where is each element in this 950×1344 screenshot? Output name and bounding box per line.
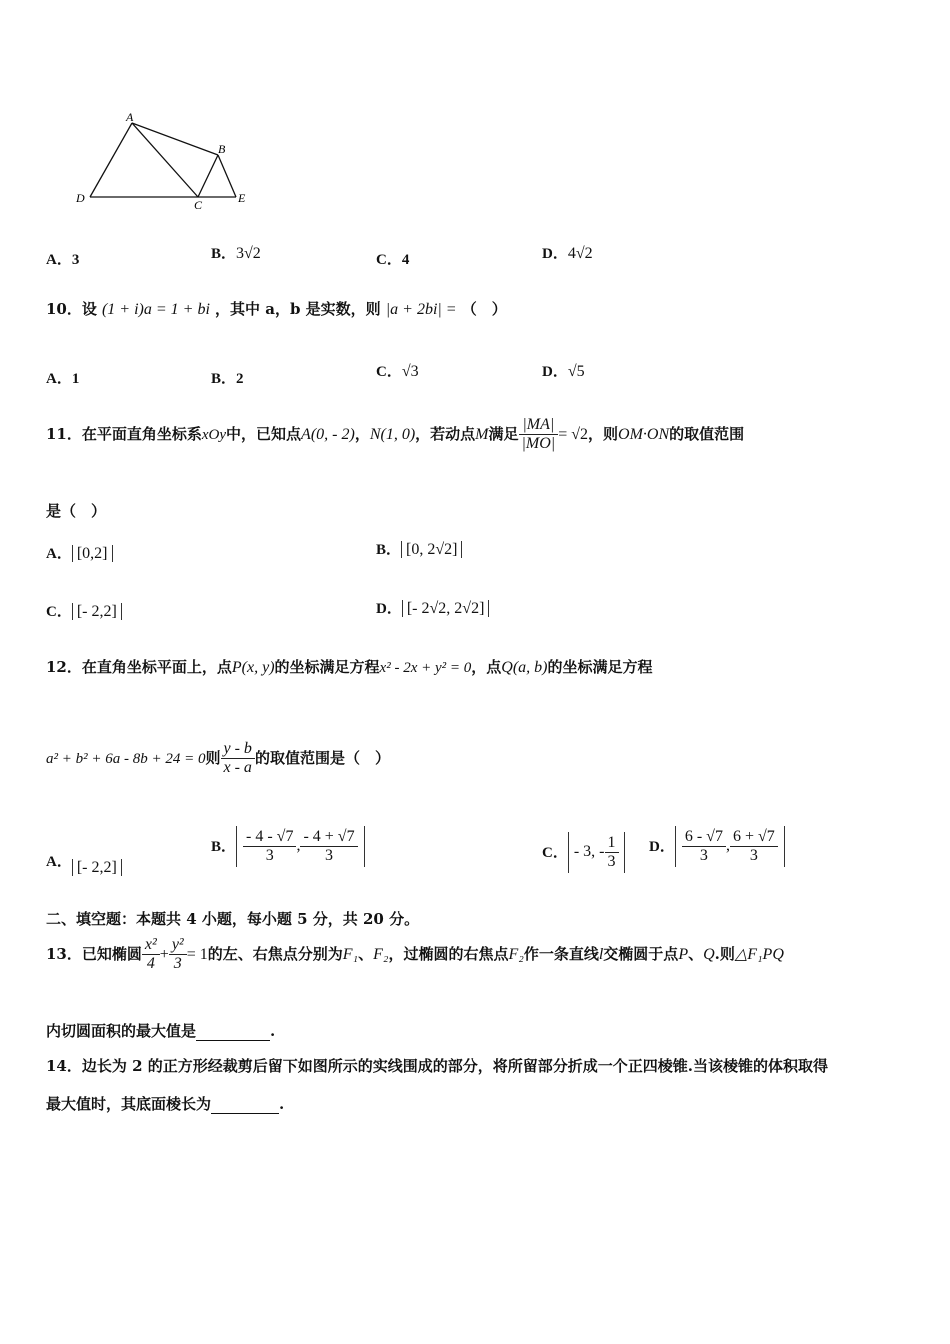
fraction-denominator: 3 (325, 847, 334, 864)
option-label: C． (542, 845, 568, 861)
option-label: D． (542, 364, 568, 380)
text: 、 (688, 945, 704, 963)
q11-option-c (46, 600, 122, 621)
ratio-value: = √2 (558, 426, 589, 443)
fraction-numerator: - 4 - √7 (243, 828, 296, 847)
option-label: B． (376, 542, 402, 558)
q10-expr1: (1 + i)a = 1 + bi (101, 301, 210, 318)
option-value: [- 2√2, 2√2] (402, 600, 490, 617)
text: ， (354, 425, 370, 443)
ratio-fraction (519, 416, 559, 453)
q10-option-d (542, 360, 585, 381)
point-label-e: E (238, 191, 246, 205)
text: 、 (358, 945, 374, 963)
text: 满足 (488, 425, 519, 443)
text: .则 (714, 945, 735, 963)
option-label: B． (211, 371, 237, 387)
q11-coordinate-system: xOy (201, 427, 227, 443)
fraction-denominator: 3 (749, 847, 758, 864)
point-p: P(x, y) (231, 659, 275, 676)
focus-f2: F₂ (373, 946, 389, 963)
option-value: 2 (236, 371, 244, 387)
q11-number: 11．在平面直角坐标系 (46, 425, 202, 443)
section-heading: 二、填空题：本题共 4 小题，每小题 5 分，共 20 分。 (46, 910, 420, 928)
text: 最大值时，其底面棱长为 (46, 1095, 212, 1113)
option-label: C． (46, 604, 72, 620)
fraction-denominator: 3 (265, 847, 274, 864)
option-label: D． (649, 839, 675, 855)
q11-stem-line2: 是（ ） (46, 502, 107, 520)
focus-f1: F₁ (342, 946, 359, 963)
fraction-denominator: 3 (607, 853, 616, 870)
option-value: [0,2] (72, 545, 113, 562)
ellipse-rhs: = 1 (186, 946, 208, 963)
equation-2: a² + b² + 6a - 8b + 24 = 0 (46, 751, 206, 767)
q10-option-b (211, 367, 244, 388)
option-value: 3 (71, 252, 80, 268)
text: 则 (205, 749, 221, 767)
slope-fraction (221, 740, 255, 777)
option-value: 3√2 (236, 245, 261, 262)
ellipse-y-term (169, 936, 187, 973)
q12-stem-line2 (46, 740, 390, 777)
text: . (270, 1022, 276, 1040)
option-label: C． (376, 252, 402, 268)
text: ，若动点 (415, 425, 476, 443)
text: 的坐标满足方程 (547, 658, 653, 676)
option-label: A． (46, 546, 72, 562)
text: ，点 (471, 658, 502, 676)
option-value: 4 (401, 252, 410, 268)
q13-stem-line2 (46, 1020, 275, 1041)
option-value: [- 2,2] (72, 603, 122, 620)
text: 内切圆面积的最大值是 (46, 1022, 197, 1040)
option-value: 4√2 (567, 245, 593, 262)
option-value: √5 (567, 363, 585, 380)
ellipse-x-term (142, 936, 160, 973)
q11-option-a (46, 542, 113, 563)
fraction-numerator: 1 (605, 834, 619, 853)
fraction-numerator: |MA| (519, 416, 559, 435)
option-value (568, 832, 625, 873)
option-label: A． (46, 371, 72, 387)
q11-option-b (376, 538, 462, 559)
text: 中，已知点 (226, 425, 302, 443)
option-value: $\frac{- 4 - √7}{3}$ , $\frac{- 4 + √7}{3}$ (236, 826, 365, 867)
line-l: l (598, 946, 604, 963)
text: ，过椭圆的右焦点 (388, 945, 509, 963)
text: 的取值范围是（ ） (254, 749, 390, 767)
q10-expr2: |a + 2bi| = (385, 301, 457, 318)
point-a: A(0, - 2) (301, 426, 355, 443)
q10-mid: ，其中 a，b 是实数，则 (215, 300, 381, 318)
equation-1: x² - 2x + y² = 0 (379, 660, 472, 676)
option-label: B． (211, 246, 237, 262)
text: 的坐标满足方程 (274, 658, 380, 676)
q10-end: （ ） (461, 300, 507, 318)
fraction-numerator: 6 - √7 (682, 828, 726, 847)
q12-option-a (46, 850, 122, 876)
dot-product: OM·ON (618, 426, 670, 443)
answer-blank[interactable] (196, 1021, 270, 1041)
q14-stem-line1: 14．边长为 2 的正方形经裁剪后留下如图所示的实线围成的部分，将所留部分折成一个正四棱锥.当该棱锥的体积取得 (46, 1057, 828, 1075)
q10-number: 10．设 (46, 300, 97, 318)
q9-option-d (542, 242, 593, 263)
triangle: △F₁PQ (734, 946, 784, 963)
fraction-denominator: x - a (223, 759, 252, 776)
fraction-numerator: 6 + √7 (730, 828, 778, 847)
option-label: A． (46, 854, 72, 870)
option-label: C． (376, 364, 402, 380)
q13-number: 13．已知椭圆 (46, 945, 142, 963)
q12-option-c (542, 832, 625, 873)
answer-blank[interactable] (211, 1094, 279, 1114)
fraction-numerator: - 4 + √7 (300, 828, 357, 847)
point-label-a: A (126, 110, 134, 124)
q9-option-a (46, 248, 79, 269)
q10-option-c (376, 360, 419, 381)
q13-stem: 13．已知椭圆 $\frac{\text{x²}}{4}$ + $\frac{\text{y²}}{3}$ = 1的左、右焦点分别为F₁、F₂，过椭圆的右焦点F₂作一条直线l交椭圆于点P、Q.则△F₁PQ (46, 936, 784, 972)
option-label: D． (542, 246, 568, 262)
text: 的取值范围 (669, 425, 745, 443)
option-label: D． (376, 601, 402, 617)
text: 交椭圆于点 (603, 945, 679, 963)
point-p: P (678, 946, 689, 963)
q12-option-b (211, 826, 365, 867)
fraction-denominator: 3 (699, 847, 708, 864)
point-label-d: D (76, 191, 85, 205)
interval-left: - 3, - (573, 843, 605, 861)
focus-f2: F₂ (508, 946, 524, 963)
point-label-b: B (218, 142, 226, 156)
triangle-figure (70, 105, 260, 215)
option-label: A． (46, 252, 72, 268)
fraction-denominator: 4 (146, 955, 155, 972)
q11-option-d (376, 597, 489, 618)
point-m: M (475, 426, 489, 443)
q9-option-b (211, 242, 261, 263)
option-value: 1 (71, 371, 80, 387)
q14-stem-line2 (46, 1093, 284, 1114)
fraction-denominator: 3 (173, 955, 182, 972)
point-label-c: C (194, 198, 203, 212)
point-n: N(1, 0) (369, 426, 416, 443)
fraction-numerator: x² (142, 936, 160, 955)
text: . (279, 1095, 285, 1113)
point-q: Q(a, b) (501, 659, 548, 676)
text: 作一条直线 (523, 945, 599, 963)
option-label: B． (211, 839, 237, 855)
fraction-numerator: y² (169, 936, 187, 955)
q12-stem (46, 656, 653, 677)
q10-stem (46, 298, 507, 319)
q11-stem (46, 416, 744, 453)
q12-number: 12．在直角坐标平面上，点 (46, 658, 232, 676)
option-value: [0, 2√2] (401, 541, 462, 558)
q12-option-d (649, 826, 785, 867)
option-value: √3 (401, 363, 419, 380)
option-value: $\frac{6 - √7}{3}$ , $\frac{6 + √7}{3}$ (675, 826, 785, 867)
text: ，则 (588, 425, 619, 443)
fraction-numerator: y - b (221, 740, 255, 759)
option-value: [- 2,2] (72, 859, 122, 876)
point-q: Q (703, 946, 715, 963)
q9-option-c (376, 248, 409, 269)
q10-option-a (46, 367, 79, 388)
fraction-denominator: |MO| (521, 435, 556, 452)
text: 的左、右焦点分别为 (207, 945, 343, 963)
